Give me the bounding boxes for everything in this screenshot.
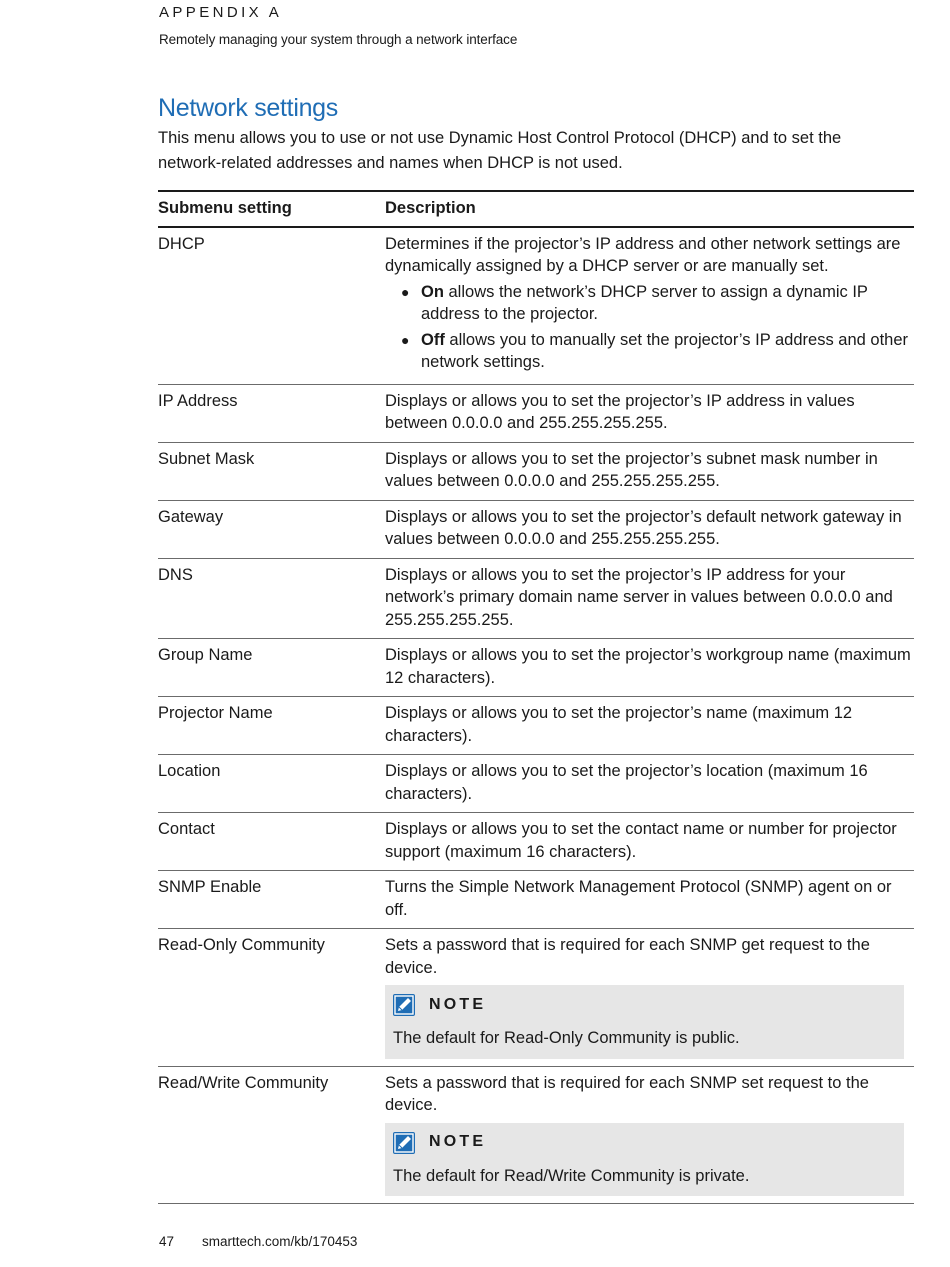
pencil-note-icon bbox=[393, 1132, 415, 1154]
setting-description: Displays or allows you to set the projector’s subnet mask number in values between 0.0.0.0 and 255.255.255.255. bbox=[385, 442, 914, 500]
setting-description-cell bbox=[385, 1066, 914, 1204]
table-row bbox=[158, 755, 914, 813]
note-label: NOTE bbox=[429, 995, 487, 1013]
table-row bbox=[158, 500, 914, 558]
page-footer bbox=[159, 1234, 357, 1249]
setting-description: Sets a password that is required for each SNMP get request to the device. bbox=[385, 936, 870, 977]
setting-description-cell bbox=[385, 929, 914, 1067]
setting-name: Projector Name bbox=[158, 697, 385, 755]
bullet-icon: ● bbox=[401, 283, 410, 300]
option-text: allows you to manually set the projector’s IP address and other network settings. bbox=[421, 330, 909, 371]
table-row-read-write-community bbox=[158, 1066, 914, 1204]
setting-description-cell bbox=[385, 227, 914, 385]
chapter-subtitle: Remotely managing your system through a network interface bbox=[159, 32, 518, 47]
dhcp-options-list bbox=[385, 281, 914, 374]
table-header-row bbox=[158, 191, 914, 227]
setting-name: Read/Write Community bbox=[158, 1066, 385, 1204]
setting-name: SNMP Enable bbox=[158, 871, 385, 929]
setting-name: Gateway bbox=[158, 500, 385, 558]
note-header bbox=[393, 1131, 896, 1155]
setting-name: Contact bbox=[158, 813, 385, 871]
note-label: NOTE bbox=[429, 1133, 487, 1151]
footer-url-link[interactable]: smarttech.com/kb/170453 bbox=[202, 1234, 358, 1249]
setting-name: DNS bbox=[158, 558, 385, 639]
table-row bbox=[158, 639, 914, 697]
setting-description: Turns the Simple Network Management Protocol (SNMP) agent on or off. bbox=[385, 871, 914, 929]
setting-description: Displays or allows you to set the projector’s default network gateway in values between 0.0.0.0 and 255.255.255.255. bbox=[385, 500, 914, 558]
setting-name: Subnet Mask bbox=[158, 442, 385, 500]
page-number: 47 bbox=[159, 1234, 175, 1249]
column-header-description: Description bbox=[385, 191, 914, 227]
setting-description: Displays or allows you to set the projector’s IP address in values between 0.0.0.0 and 255.255.255.255. bbox=[385, 384, 914, 442]
table-row bbox=[158, 558, 914, 639]
setting-name: Read-Only Community bbox=[158, 929, 385, 1067]
table-row-dhcp bbox=[158, 227, 914, 385]
list-item bbox=[401, 329, 914, 374]
setting-description: Displays or allows you to set the projector’s workgroup name (maximum 12 characters). bbox=[385, 639, 914, 697]
bullet-icon: ● bbox=[401, 331, 410, 348]
table-row bbox=[158, 697, 914, 755]
table-row bbox=[158, 384, 914, 442]
option-term: Off bbox=[421, 330, 445, 349]
setting-description: Displays or allows you to set the contact name or number for projector support (maximum 16 characters). bbox=[385, 813, 914, 871]
section-intro: This menu allows you to use or not use Dynamic Host Control Protocol (DHCP) and to set the network-related addresses and names when DHCP is not used. bbox=[158, 129, 842, 172]
option-term: On bbox=[421, 282, 444, 301]
note-box bbox=[385, 1123, 904, 1197]
setting-name: DHCP bbox=[158, 227, 385, 385]
note-header bbox=[393, 993, 896, 1017]
setting-name: IP Address bbox=[158, 384, 385, 442]
setting-description: Determines if the projector’s IP address and other network settings are dynamically assigned by a DHCP server or are manually set. bbox=[385, 234, 901, 275]
note-box bbox=[385, 985, 904, 1059]
network-settings-table bbox=[158, 190, 914, 1204]
setting-description: Displays or allows you to set the projector’s IP address for your network’s primary domain name server in values between 0.0.0.0 and 255.255.255.255. bbox=[385, 558, 914, 639]
setting-name: Location bbox=[158, 755, 385, 813]
table-row bbox=[158, 813, 914, 871]
column-header-setting: Submenu setting bbox=[158, 191, 385, 227]
option-text: allows the network’s DHCP server to assign a dynamic IP address to the projector. bbox=[421, 282, 868, 323]
setting-description: Displays or allows you to set the projector’s name (maximum 12 characters). bbox=[385, 697, 914, 755]
note-text: The default for Read-Only Community is public. bbox=[393, 1029, 740, 1047]
section-title: Network settings bbox=[158, 94, 338, 122]
setting-name: Group Name bbox=[158, 639, 385, 697]
table-row bbox=[158, 871, 914, 929]
list-item bbox=[401, 281, 914, 326]
table-row-read-only-community bbox=[158, 929, 914, 1067]
pencil-note-icon bbox=[393, 994, 415, 1016]
table-row bbox=[158, 442, 914, 500]
setting-description: Sets a password that is required for each SNMP set request to the device. bbox=[385, 1073, 869, 1114]
setting-description: Displays or allows you to set the projector’s location (maximum 16 characters). bbox=[385, 755, 914, 813]
appendix-label: APPENDIX A bbox=[159, 4, 283, 21]
note-text: The default for Read/Write Community is private. bbox=[393, 1166, 750, 1185]
